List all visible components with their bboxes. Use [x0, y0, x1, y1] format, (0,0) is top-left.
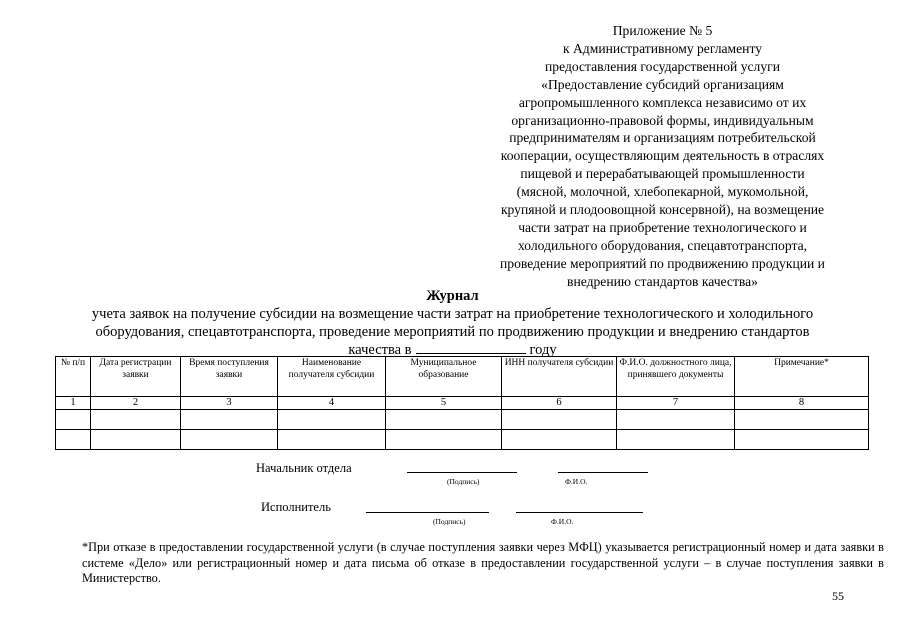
appendix-line: агропромышленного комплекса независимо от их — [518, 94, 807, 110]
column-number: 4 — [278, 397, 386, 410]
column-number: 6 — [502, 397, 617, 410]
table-cell — [278, 429, 386, 449]
head-name-caption: Ф.И.О. — [565, 477, 588, 486]
appendix-line: «Предоставление субсидий организациям — [541, 76, 784, 92]
appendix-line: кооперации, осуществляющим деятельность в отраслях — [500, 148, 825, 164]
column-header: Примечание* — [735, 357, 869, 397]
appendix-line: предоставления государственной услуги — [545, 58, 780, 74]
table-cell — [181, 429, 278, 449]
head-signature-line — [407, 472, 517, 473]
column-header: Муниципальное образование — [386, 357, 502, 397]
appendix-line: холодильного оборудования, спецавтотранспорта, — [518, 237, 807, 253]
journal-title: Журнал — [426, 288, 479, 304]
head-of-department-label: Начальник отдела — [256, 461, 352, 475]
executor-signature-line — [366, 512, 489, 513]
table-cell — [735, 409, 869, 429]
table-cell — [735, 429, 869, 449]
footnote: *При отказе в предоставлении государственной услуги (в случае поступления заявки через МФЦ) указывается регистрационный номер и дата заявки в системе «Дело» или регистрационный номер и дата письма об отказе в предоставлении государственной услуги – в случае поступления заявки в Министерство. — [82, 540, 884, 585]
executor-name-caption: Ф.И.О. — [551, 517, 574, 526]
column-number: 5 — [386, 397, 502, 410]
journal-subtitle — [40, 305, 865, 359]
column-header: ИНН получателя субсидии — [502, 357, 617, 397]
table-row — [56, 429, 869, 449]
table-cell — [617, 429, 735, 449]
column-number: 7 — [617, 397, 735, 410]
appendix-line: (мясной, молочной, хлебопекарной, мукомольной, — [516, 184, 809, 200]
column-header: Наименование получателя субсидии — [278, 357, 386, 397]
table-cell — [91, 429, 181, 449]
executor-label: Исполнитель — [261, 500, 331, 514]
journal-subtitle-line: оборудования, спецавтотранспорта, проведение мероприятий по продвижению продукции и внедрению стандартов — [95, 324, 810, 340]
appendix-line: пищевой и перерабатывающей промышленности — [520, 166, 805, 182]
appendix-header — [470, 22, 855, 291]
table-number-row — [56, 397, 869, 410]
appendix-line: к Административному регламенту — [562, 40, 763, 56]
column-header: Ф.И.О. должностного лица, принявшего документы — [617, 357, 735, 397]
column-header: Дата регистрации заявки — [91, 357, 181, 397]
table-cell — [386, 409, 502, 429]
column-number: 1 — [56, 397, 91, 410]
table-cell — [617, 409, 735, 429]
column-number: 3 — [181, 397, 278, 410]
appendix-line: организационно-правовой формы, индивидуальным — [511, 112, 814, 128]
appendix-line: проведение мероприятий по продвижению продукции и — [500, 255, 825, 271]
table-cell — [502, 409, 617, 429]
appendix-line: предпринимателям и организациям потребительской — [509, 130, 816, 146]
appendix-line: крупяной и плодоовощной консервной), на возмещение — [500, 202, 825, 218]
table-cell — [502, 429, 617, 449]
column-number: 2 — [91, 397, 181, 410]
table-row — [56, 409, 869, 429]
head-name-line — [558, 472, 648, 473]
column-number: 8 — [735, 397, 869, 410]
year-blank-field — [416, 341, 526, 354]
head-signature-caption: (Подпись) — [447, 477, 480, 486]
table-cell — [386, 429, 502, 449]
appendix-line: Приложение № 5 — [612, 23, 713, 38]
table-cell — [56, 409, 91, 429]
column-header: Время поступления заявки — [181, 357, 278, 397]
column-header: № п/п — [56, 357, 91, 397]
quality-year-prefix: качества в — [348, 342, 412, 358]
appendix-line: части затрат на приобретение технологического и — [518, 219, 807, 235]
executor-name-line — [516, 512, 643, 513]
table-cell — [56, 429, 91, 449]
journal-table — [55, 356, 869, 450]
table-cell — [278, 409, 386, 429]
appendix-line: внедрению стандартов качества» — [567, 273, 758, 289]
table-cell — [91, 409, 181, 429]
page-number: 55 — [832, 589, 844, 603]
quality-year-suffix: году — [529, 342, 557, 358]
executor-signature-caption: (Подпись) — [433, 517, 466, 526]
table-cell — [181, 409, 278, 429]
table-header-row — [56, 357, 869, 397]
journal-subtitle-line: учета заявок на получение субсидии на возмещение части затрат на приобретение технологического и холодильного — [91, 306, 814, 322]
